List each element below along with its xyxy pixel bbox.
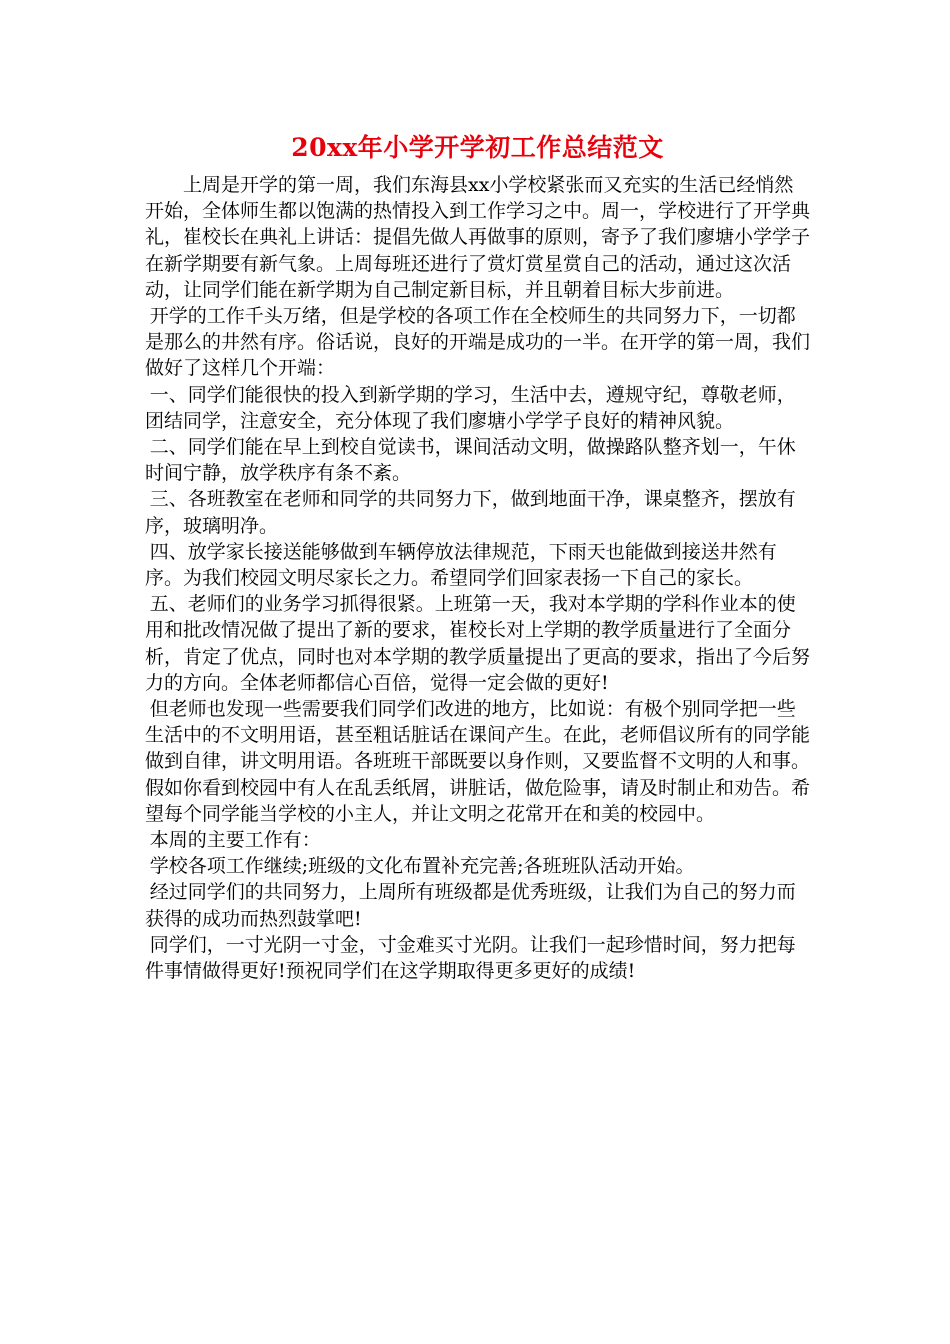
paragraph-2: 开学的工作千头万绪，但是学校的各项工作在全校师生的共同努力下，一切都是那么的井然有序。俗话说，良好的开端是成功的一半。在开学的第一周，我们做好了这样几个开端： <box>145 305 811 380</box>
paragraph-6: 四、放学家长接送能够做到车辆停放法律规范，下雨天也能做到接送井然有序。为我们校园文明尽家长之力。希望同学们回家表扬一下自己的家长。 <box>145 540 777 590</box>
paragraph-8: 但老师也发现一些需要我们同学们改进的地方，比如说：有极个别同学把一些生活中的不文明用语，甚至粗话脏话在课间产生。在此，老师倡议所有的同学能做到自律，讲文明用语。各班班干部既要以身作则，又要监督不文明的人和事。假如你看到校园中有人在乱丢纸屑，讲脏话，做危险事，请及时制止和劝告。希望每个同学能当学校的小主人，并让文明之花常开在和美的校园中。 <box>145 698 811 825</box>
paragraph-1: 上周是开学的第一周，我们东海县xx小学校紧张而又充实的生活已经悄然开始，全体师生都以饱满的热情投入到工作学习之中。周一，学校进行了开学典礼，崔校长在典礼上讲话：提倡先做人再做事的原则，寄予了我们廖塘小学学子在新学期要有新气象。上周每班还进行了赏灯赏星赏自己的活动，通过这次活动，让同学们能在新学期为自己制定新目标，并且朝着目标大步前进。 <box>145 174 811 301</box>
paragraph-5: 三、各班教室在老师和同学的共同努力下，做到地面干净，课桌整齐，摆放有序，玻璃明净。 <box>145 488 796 537</box>
paragraph-12: 同学们，一寸光阴一寸金，寸金难买寸光阴。让我们一起珍惜时间，努力把每件事情做得更好!预祝同学们在这学期取得更多更好的成绩! <box>145 933 796 983</box>
paragraph-7: 五、老师们的业务学习抓得很紧。上班第一天，我对本学期的学科作业本的使用和批改情况做了提出了新的要求，崔校长对上学期的教学质量进行了全面分析，肯定了优点，同时也对本学期的教学质量提出了更高的要求，指出了今后努力的方向。全体老师都信心百倍，觉得一定会做的更好! <box>145 593 811 694</box>
document-page <box>145 130 810 984</box>
paragraph-3: 一、同学们能很快的投入到新学期的学习，生活中去，遵规守纪，尊敬老师，团结同学，注意安全，充分体现了我们廖塘小学学子良好的精神风貌。 <box>145 383 796 432</box>
document-title: 20xx年小学开学初工作总结范文 <box>291 133 664 162</box>
paragraph-10: 学校各项工作继续;班级的文化布置补充完善;各班班队活动开始。 <box>149 855 695 878</box>
paragraph-11: 经过同学们的共同努力，上周所有班级都是优秀班级，让我们为自己的努力而获得的成功而热烈鼓掌吧! <box>145 881 796 930</box>
paragraph-4: 二、同学们能在早上到校自觉读书，课间活动文明，做操路队整齐划一，午休时间宁静，放学秩序有条不紊。 <box>145 436 796 485</box>
paragraph-9: 本周的主要工作有： <box>149 829 321 852</box>
